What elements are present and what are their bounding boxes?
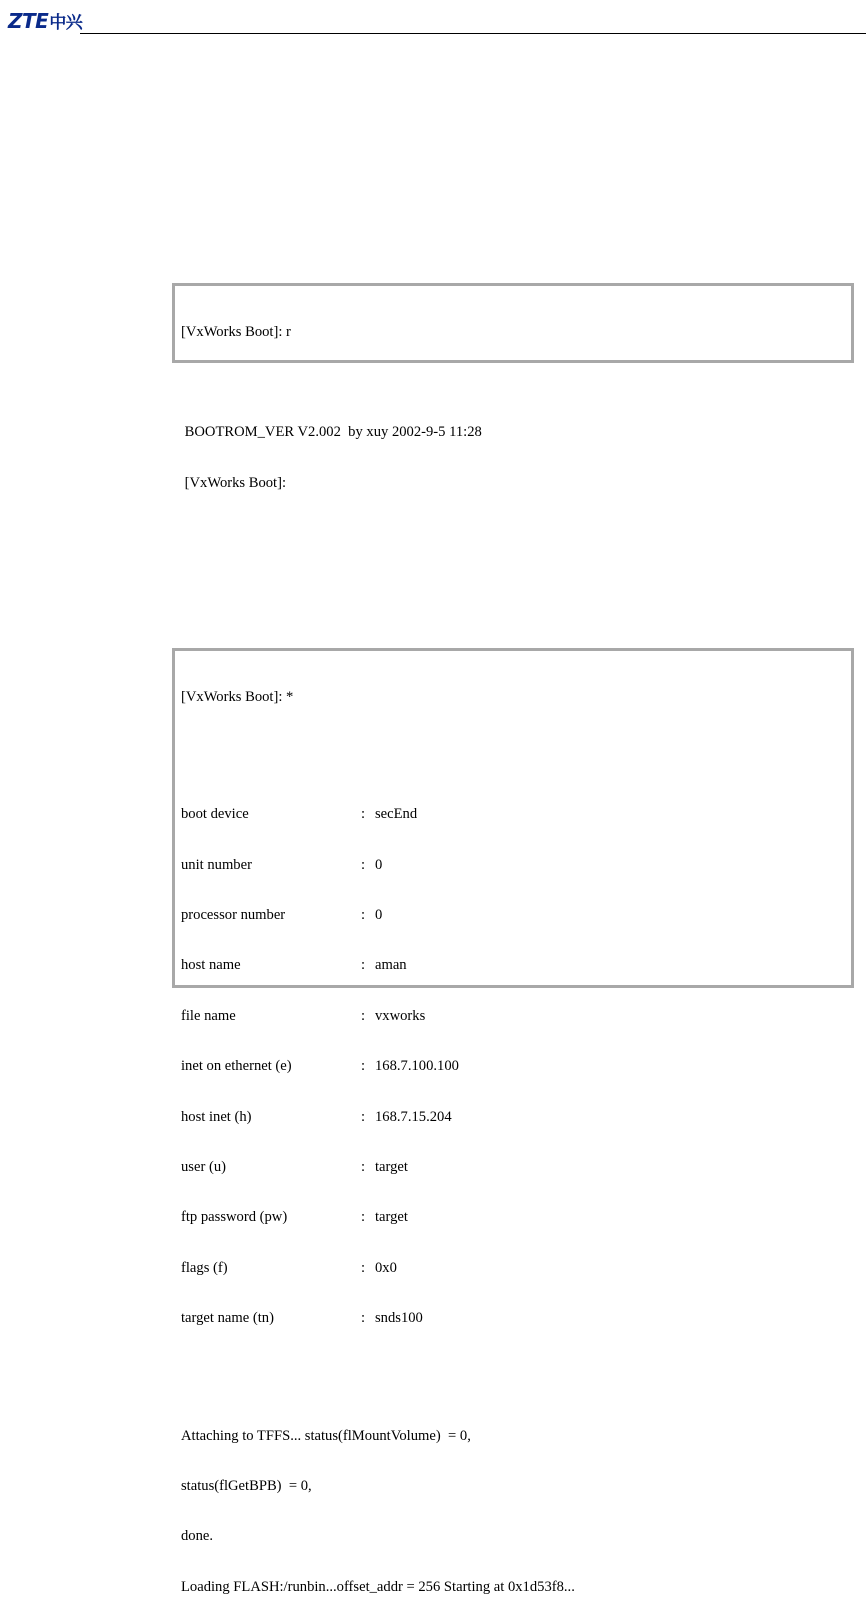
param-value: 168.7.100.100 bbox=[375, 1058, 459, 1075]
param-separator: : bbox=[361, 1058, 366, 1075]
param-value: target bbox=[375, 1209, 408, 1226]
param-key: inet on ethernet (e) bbox=[181, 1058, 292, 1075]
log-line: Loading FLASH:/runbin...offset_addr = 256 Starting at 0x1d53f8... bbox=[181, 1578, 575, 1595]
param-key: flags (f) bbox=[181, 1259, 228, 1276]
param-key: unit number bbox=[181, 856, 252, 873]
param-separator: : bbox=[361, 1158, 366, 1175]
param-row bbox=[181, 1008, 845, 1025]
param-key: host inet (h) bbox=[181, 1108, 252, 1125]
param-key: processor number bbox=[181, 906, 286, 923]
header-rule bbox=[80, 33, 866, 34]
param-value: 0 bbox=[375, 906, 383, 923]
blank-line bbox=[181, 1377, 845, 1394]
logo-latin: ZTE bbox=[8, 9, 49, 33]
param-key: ftp password (pw) bbox=[181, 1209, 288, 1226]
log-line: done. bbox=[181, 1528, 214, 1545]
param-value: 168.7.15.204 bbox=[375, 1108, 452, 1125]
param-separator: : bbox=[361, 806, 366, 823]
param-row bbox=[181, 1310, 845, 1327]
logo-chinese: 中兴 bbox=[49, 13, 83, 33]
param-separator: : bbox=[361, 906, 366, 923]
param-separator: : bbox=[361, 1007, 366, 1024]
param-row bbox=[181, 1109, 845, 1126]
page-header bbox=[8, 10, 858, 36]
param-value: 0 bbox=[375, 856, 383, 873]
param-separator: : bbox=[361, 957, 366, 974]
param-row bbox=[181, 1209, 845, 1226]
blank-line bbox=[181, 374, 845, 391]
param-value: secEnd bbox=[375, 806, 418, 823]
log-line: Attaching to TFFS... status(flMountVolume) = 0, bbox=[181, 1427, 471, 1444]
param-key: target name (tn) bbox=[181, 1310, 274, 1327]
param-separator: : bbox=[361, 1108, 366, 1125]
blank-line bbox=[181, 739, 845, 756]
log-line: status(flGetBPB) = 0, bbox=[181, 1478, 312, 1495]
console-screenshot-boot-version bbox=[172, 283, 854, 491]
param-value: target bbox=[375, 1158, 408, 1175]
param-key: user (u) bbox=[181, 1158, 226, 1175]
console-prompt: [VxWorks Boot]: * bbox=[181, 688, 294, 705]
param-key: boot device bbox=[181, 806, 249, 823]
param-separator: : bbox=[361, 856, 366, 873]
param-separator: : bbox=[361, 1310, 366, 1327]
zte-logo bbox=[8, 10, 82, 32]
param-row bbox=[181, 957, 845, 974]
param-separator: : bbox=[361, 1259, 366, 1276]
bootrom-version-line: BOOTROM_VER V2.002 by xuy 2002-9-5 11:28 bbox=[181, 424, 482, 441]
param-row bbox=[181, 907, 845, 924]
console-prompt-2: [VxWorks Boot]: bbox=[181, 474, 287, 491]
param-value: snds100 bbox=[375, 1310, 423, 1327]
console-prompt: [VxWorks Boot]: r bbox=[181, 323, 291, 340]
param-value: vxworks bbox=[375, 1007, 426, 1024]
param-row bbox=[181, 806, 845, 823]
console-screenshot-boot-params bbox=[172, 648, 854, 1595]
param-separator: : bbox=[361, 1209, 366, 1226]
param-key: host name bbox=[181, 957, 241, 974]
param-row bbox=[181, 857, 845, 874]
param-key: file name bbox=[181, 1007, 236, 1024]
param-row bbox=[181, 1260, 845, 1277]
param-row bbox=[181, 1159, 845, 1176]
param-row bbox=[181, 1058, 845, 1075]
param-value: 0x0 bbox=[375, 1259, 397, 1276]
param-value: aman bbox=[375, 957, 407, 974]
